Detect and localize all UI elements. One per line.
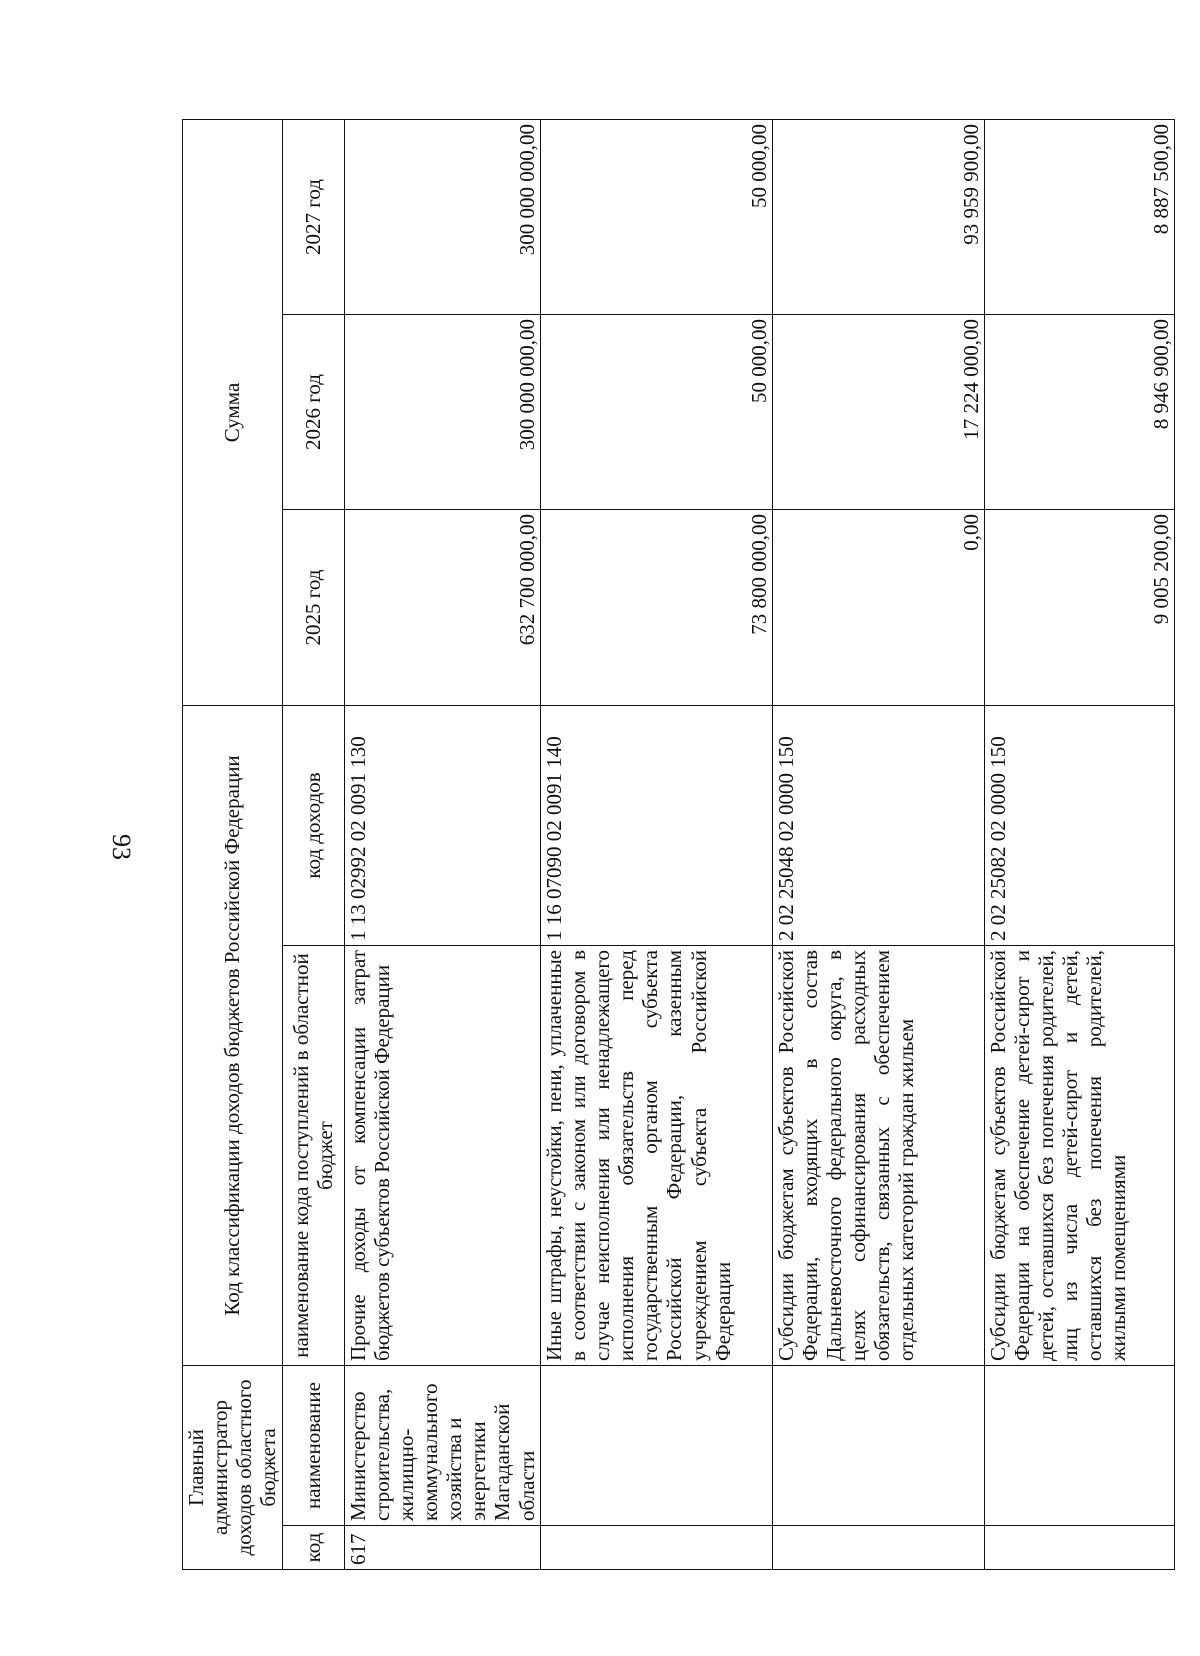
income-name-cell: Прочие доходы от компенсации затрат бюджетов субъектов Российской Федерации xyxy=(344,946,540,1366)
sum-2025-cell: 9 005 200,00 xyxy=(984,509,1174,705)
sum-2025-cell: 73 800 000,00 xyxy=(540,509,772,705)
col-2026-header: 2026 год xyxy=(282,314,344,509)
income-code-cell: 1 16 07090 02 0091 140 xyxy=(540,705,772,945)
classification-group-header: Код классификации доходов бюджетов Российской Федерации xyxy=(183,705,283,1365)
sum-2025-cell: 632 700 000,00 xyxy=(344,509,540,705)
sum-2027-cell: 93 959 900,00 xyxy=(772,119,984,314)
sum-2027-cell: 300 000 000,00 xyxy=(344,119,540,314)
admin-code-cell xyxy=(540,1526,772,1570)
admin-name-cell xyxy=(772,1366,984,1526)
income-name-cell: Субсидии бюджетам субъектов Российской Федерации, входящих в состав Дальневосточного федерального округа, в целях софинансирования расходных обязательств, связанных с обеспечением отдельных категорий граждан жильем xyxy=(772,946,984,1366)
page-number: 93 xyxy=(107,834,136,860)
col-income-code-header: код доходов xyxy=(282,705,344,945)
col-name-header: наименование xyxy=(282,1366,344,1526)
sum-2026-cell: 300 000 000,00 xyxy=(344,314,540,509)
admin-group-header: Главный администратор доходов областного бюджета xyxy=(183,1366,283,1570)
admin-name-cell xyxy=(540,1366,772,1526)
sum-2026-cell: 8 946 900,00 xyxy=(984,314,1174,509)
col-2025-header: 2025 год xyxy=(282,509,344,705)
table-row xyxy=(772,119,984,1569)
admin-name-cell: Министерство строительства, жилищно-коммунального хозяйства и энергетики Магаданской области xyxy=(344,1366,540,1526)
col-income-name-header: наименование кода поступлений в областной бюджет xyxy=(282,946,344,1366)
admin-code-cell xyxy=(772,1526,984,1570)
income-code-cell: 2 02 25082 02 0000 150 xyxy=(984,705,1174,945)
income-classification-table xyxy=(182,119,1175,1570)
table-row xyxy=(984,119,1174,1569)
sum-2027-cell: 8 887 500,00 xyxy=(984,119,1174,314)
sum-2026-cell: 50 000,00 xyxy=(540,314,772,509)
admin-name-cell xyxy=(984,1366,1174,1526)
sum-2027-cell: 50 000,00 xyxy=(540,119,772,314)
sum-2025-cell: 0,00 xyxy=(772,509,984,705)
table-row xyxy=(344,119,540,1569)
sum-2026-cell: 17 224 000,00 xyxy=(772,314,984,509)
income-name-cell: Иные штрафы, неустойки, пени, уплаченные в соответствии с законом или договором в случае неисполнения или ненадлежащего исполнения обязательств перед государственным органом субъекта Российской Федерации, казенным учреждением субъекта Российской Федерации xyxy=(540,946,772,1366)
income-name-cell: Субсидии бюджетам субъектов Российской Федерации на обеспечение детей-сирот и детей, оставшихся без попечения родителей, лиц из числа детей-сирот и детей, оставшихся без попечения родителей, жилыми помещениями xyxy=(984,946,1174,1366)
rotated-table-container xyxy=(182,120,1200,1570)
col-2027-header: 2027 год xyxy=(282,119,344,314)
income-code-cell: 1 13 02992 02 0091 130 xyxy=(344,705,540,945)
col-code-header: код xyxy=(282,1526,344,1570)
admin-code-cell: 617 xyxy=(344,1526,540,1570)
income-code-cell: 2 02 25048 02 0000 150 xyxy=(772,705,984,945)
table-row xyxy=(540,119,772,1569)
sum-group-header: Сумма xyxy=(183,119,283,705)
admin-code-cell xyxy=(984,1526,1174,1570)
